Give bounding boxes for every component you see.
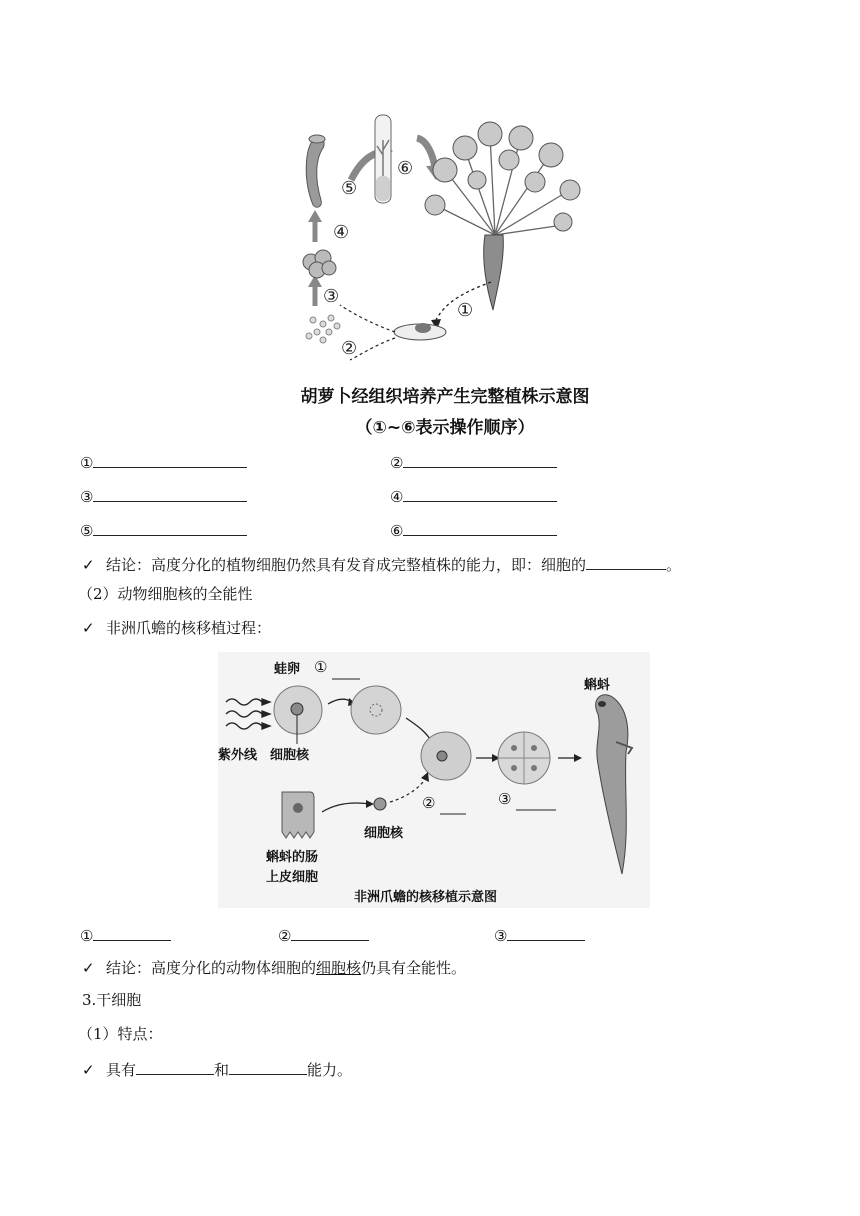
blank-marker: ③ (80, 488, 94, 506)
nucleus-label: 细胞核 (270, 748, 310, 763)
answer-line[interactable] (93, 924, 171, 941)
answer-line[interactable] (507, 924, 585, 941)
step3-marker: ③ (498, 790, 512, 808)
uv-label: 紫外线 (218, 748, 258, 763)
answer-line[interactable] (136, 1058, 214, 1075)
answer-line[interactable] (403, 485, 557, 502)
blank-2-2 (278, 924, 369, 946)
conclusion-2 (82, 958, 466, 978)
bullet-text-after: 能力。 (307, 1061, 353, 1079)
blank-marker: ② (390, 454, 404, 472)
check-icon: ✓ (82, 1061, 95, 1079)
blank-1-2 (390, 451, 557, 473)
blank-1-4 (390, 485, 557, 507)
blank-marker: ② (278, 927, 292, 945)
section-2-title: （2）动物细胞核的全能性 (78, 585, 253, 603)
answer-line[interactable] (403, 451, 557, 468)
conclusion-1 (82, 553, 681, 575)
step-marker-1: ① (457, 300, 474, 321)
answer-line[interactable] (403, 519, 557, 536)
conclusion-text: 结论：高度分化的植物细胞仍然具有发育成完整植株的能力，即：细胞的 (106, 556, 587, 574)
blank-marker: ① (80, 927, 94, 945)
step-marker-2: ② (341, 338, 358, 359)
blank-marker: ④ (390, 488, 404, 506)
blank-1-3 (80, 485, 247, 507)
check-icon: ✓ (82, 556, 95, 574)
bullet-stem-cell (82, 1058, 352, 1080)
egg-label: 蛙卵 (274, 662, 301, 677)
egg-marker: ① (314, 658, 328, 676)
gut-cell-label-2: 上皮细胞 (266, 870, 319, 885)
tadpole-shape (596, 695, 628, 874)
blank-marker: ⑥ (390, 522, 404, 540)
gut-cell-label-1: 蝌蚪的肠 (266, 850, 319, 865)
check-icon: ✓ (82, 619, 95, 637)
enucleated-egg-shape (351, 686, 401, 734)
answer-line[interactable] (586, 553, 666, 570)
blank-2-1 (80, 924, 171, 946)
step-marker-4: ④ (333, 222, 350, 243)
carrot-root-shape (484, 235, 504, 310)
carrot-plant-shape (425, 122, 580, 235)
nuclear-transfer-figure (218, 652, 650, 908)
blank-1-1 (80, 451, 247, 473)
answer-line[interactable] (291, 924, 369, 941)
root-slice-shape (306, 138, 324, 208)
step-marker-5: ⑤ (341, 178, 358, 199)
blank-1-5 (80, 519, 247, 541)
conclusion-text-before: 结论：高度分化的动物体细胞的 (106, 959, 317, 977)
blank-marker: ⑤ (80, 522, 94, 540)
gut-epithelial-cell-shape (282, 792, 314, 838)
blank-marker: ① (80, 454, 94, 472)
answer-line[interactable] (93, 451, 247, 468)
blank-marker: ③ (494, 927, 508, 945)
figure2-caption: 非洲爪蟾的核移植示意图 (354, 890, 498, 905)
section-3-title: 3.干细胞 (82, 991, 142, 1009)
uv-rays-icon (226, 699, 270, 729)
tadpole-label: 蝌蚪 (584, 678, 611, 693)
blank-1-6 (390, 519, 557, 541)
step2-marker: ② (422, 794, 436, 812)
bullet-text: 非洲爪蟾的核移植过程： (106, 619, 272, 637)
bullet-nuclear-transfer (82, 618, 271, 638)
check-icon: ✓ (82, 959, 95, 977)
cell-cluster-shape (303, 250, 336, 278)
bullet-text-before: 具有 (106, 1061, 137, 1079)
answer-line[interactable] (93, 519, 247, 536)
conclusion-underlined: 细胞核 (316, 959, 362, 977)
conclusion-text-after: 仍具有全能性。 (361, 959, 467, 977)
figure1-subcaption: （①~⑥表示操作顺序） (355, 418, 535, 438)
figure1-caption: 胡萝卜经组织培养产生完整植株示意图 (300, 387, 590, 407)
bullet-text-middle: 和 (214, 1061, 230, 1079)
single-cells-shape (306, 315, 340, 343)
conclusion-end: 。 (666, 556, 682, 574)
step-marker-6: ⑥ (397, 158, 414, 179)
section-3-sub: （1）特点： (78, 1025, 163, 1043)
blank-2-3 (494, 924, 585, 946)
nucleus-label-2: 细胞核 (364, 826, 404, 841)
answer-line[interactable] (229, 1058, 307, 1075)
carrot-tissue-culture-figure (295, 110, 585, 368)
isolated-nucleus-shape (374, 798, 386, 810)
step-marker-3: ③ (323, 286, 340, 307)
answer-line[interactable] (93, 485, 247, 502)
